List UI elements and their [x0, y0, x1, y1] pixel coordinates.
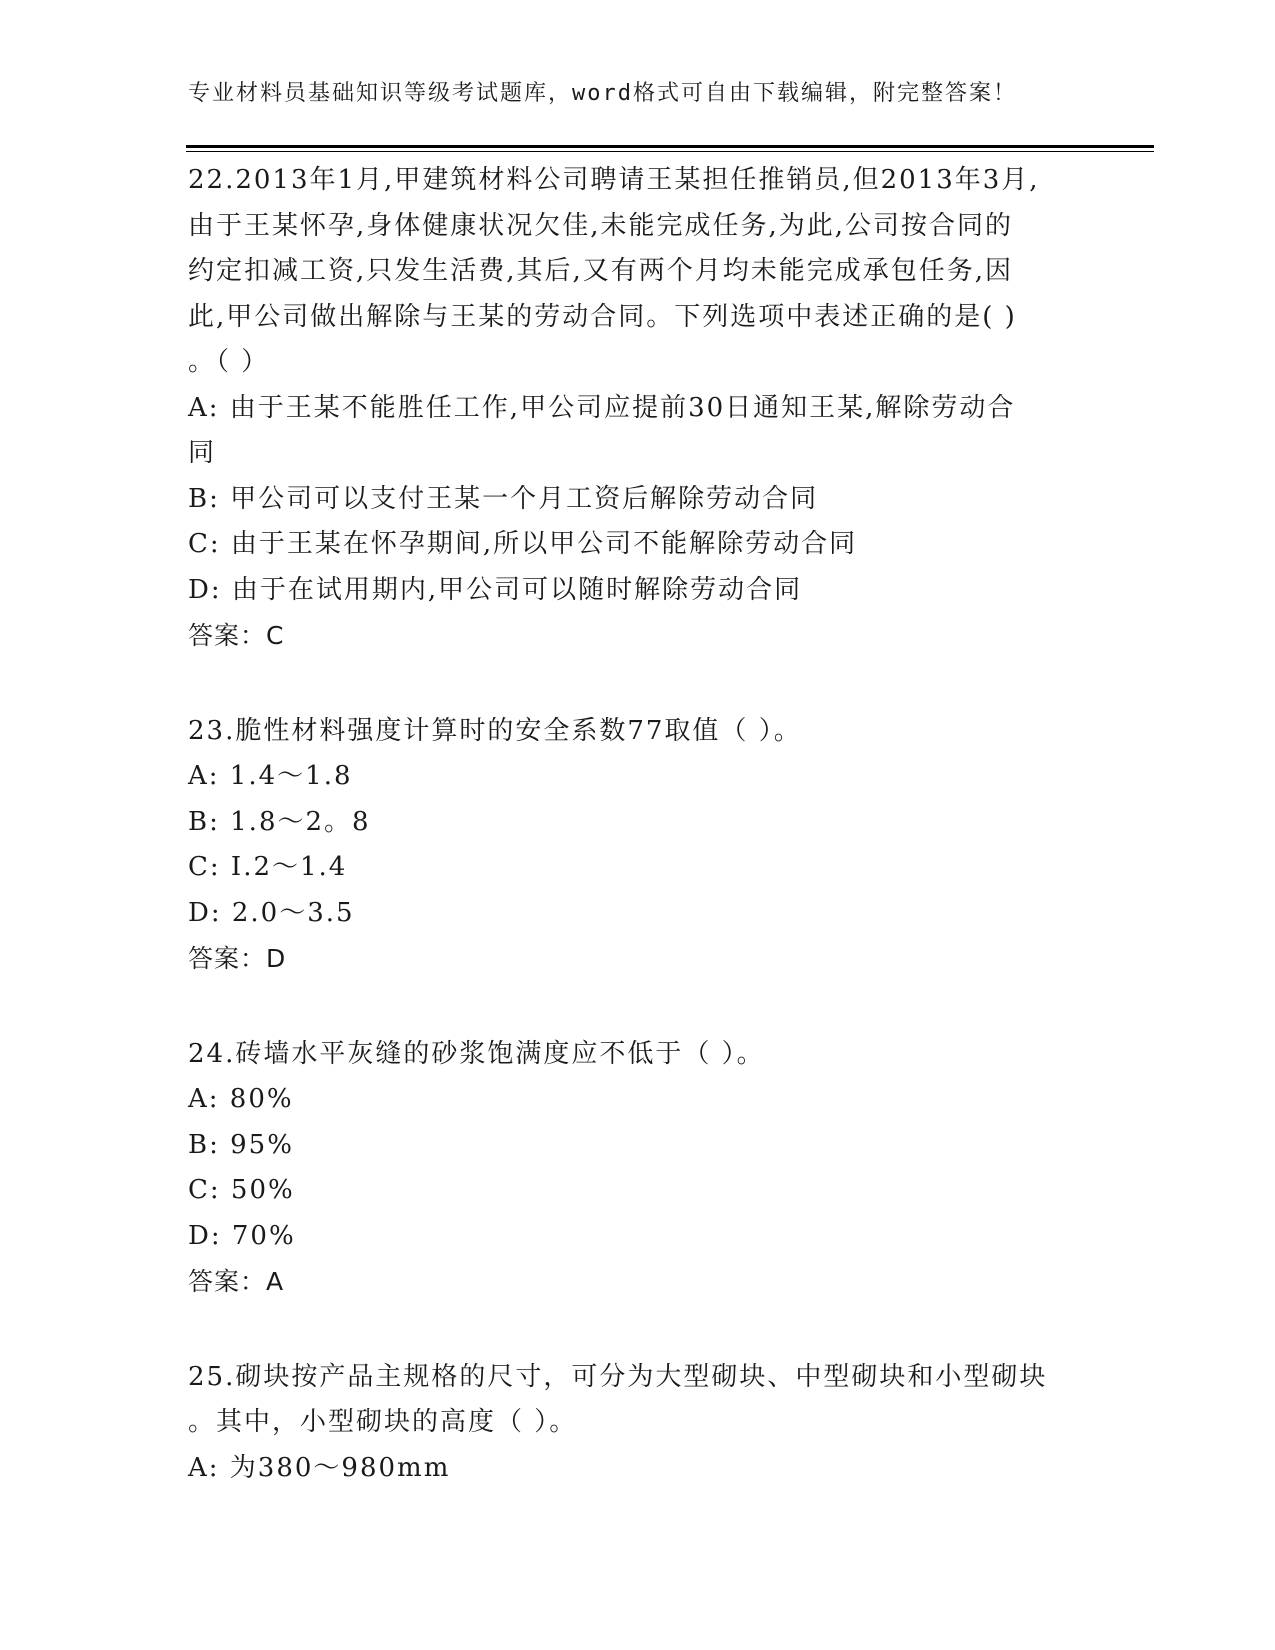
answer: 答案：C [188, 621, 285, 650]
spacer [188, 982, 1088, 1032]
header-rule-thin [186, 151, 1154, 152]
option-c: C: I.2～1.4 [188, 852, 348, 882]
option-a: A: 1.4～1.8 [188, 761, 353, 791]
question-text: 约定扣减工资,只发生活费,其后,又有两个月均未能完成承包任务,因 [188, 256, 1014, 286]
option-a-continued: 同 [188, 438, 217, 468]
answer: 答案：A [188, 1267, 285, 1296]
spacer [188, 659, 1088, 709]
option-c: C: 由于王某在怀孕期间,所以甲公司不能解除劳动合同 [188, 529, 858, 559]
spacer [188, 1305, 1088, 1355]
question-list [188, 158, 1088, 1491]
option-a: A: 由于王某不能胜任工作,甲公司应提前30日通知王某,解除劳动合 [188, 392, 1016, 423]
option-d: D: 2.0～3.5 [188, 897, 355, 928]
question-text: 24.砖墙水平灰缝的砂浆饱满度应不低于（ ）。 [188, 1038, 765, 1069]
question-text: 25.砌块按产品主规格的尺寸，可分为大型砌块、中型砌块和小型砌块 [188, 1361, 1048, 1392]
question-text: 由于王某怀孕,身体健康状况欠佳,未能完成任务,为此,公司按合同的 [188, 210, 1014, 241]
page-header: 专业材料员基础知识等级考试题库，word格式可自由下载编辑，附完整答案！ [188, 81, 1017, 106]
option-b: B: 甲公司可以支付王某一个月工资后解除劳动合同 [188, 483, 819, 514]
question-25 [188, 1355, 1088, 1492]
question-text: 。其中，小型砌块的高度（ ）。 [188, 1407, 578, 1437]
header-rule-thick [186, 145, 1154, 148]
option-a: A: 80% [188, 1084, 294, 1114]
option-c: C: 50% [188, 1175, 295, 1205]
option-d: D: 70% [188, 1220, 296, 1251]
question-text: 此,甲公司做出解除与王某的劳动合同。下列选项中表述正确的是( ) [188, 301, 1017, 332]
question-text: 。（ ） [188, 347, 270, 377]
question-text: 23.脆性材料强度计算时的安全系数77取值（ ）。 [188, 715, 802, 746]
question-22 [188, 158, 1088, 659]
option-b: B: 1.8～2。8 [188, 806, 371, 837]
question-24 [188, 1032, 1088, 1305]
option-d: D: 由于在试用期内,甲公司可以随时解除劳动合同 [188, 574, 803, 605]
question-23 [188, 709, 1088, 982]
question-text: 22.2013年1月,甲建筑材料公司聘请王某担任推销员,但2013年3月, [188, 165, 1040, 195]
answer: 答案：D [188, 944, 287, 973]
option-a: A: 为380～980mm [188, 1452, 451, 1483]
option-b: B: 95% [188, 1129, 294, 1160]
